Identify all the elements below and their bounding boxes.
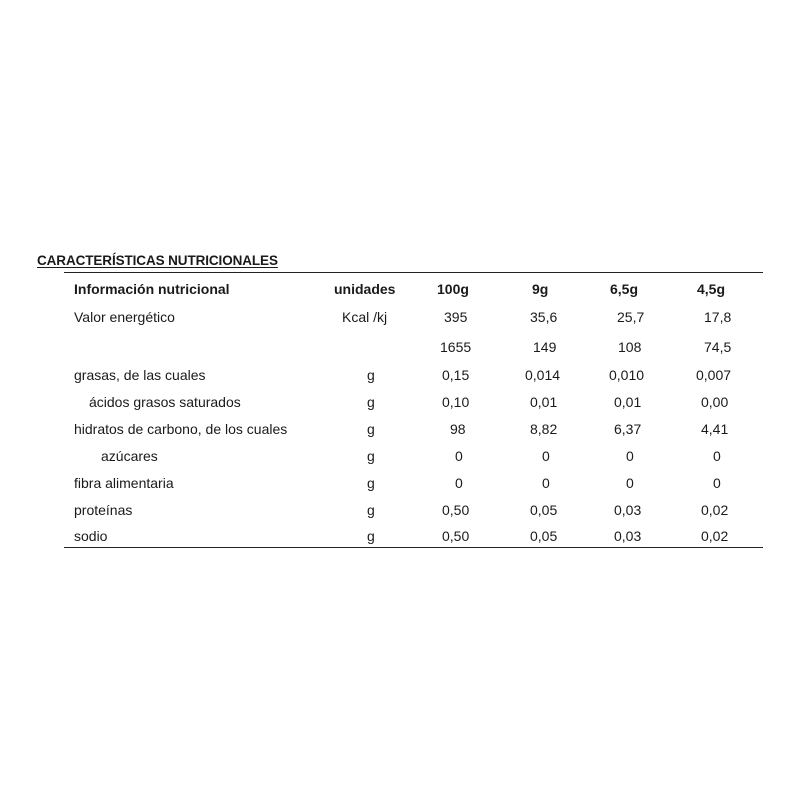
header-4-5g: 4,5g (697, 281, 726, 297)
cell-energy-4-5g: 17,8 (704, 309, 732, 325)
table-top-rule (64, 272, 763, 273)
row-label-sugars: azúcares (101, 448, 158, 464)
cell-sugars-9g: 0 (542, 448, 550, 464)
cell-fats-6-5g: 0,010 (609, 367, 645, 383)
row-unit-proteins: g (367, 502, 375, 518)
cell-sodium-6-5g: 0,03 (614, 528, 642, 544)
header-6-5g: 6,5g (610, 281, 639, 297)
row-label-sodium: sodio (74, 528, 108, 544)
row-unit-sugars: g (367, 448, 375, 464)
header-units: unidades (334, 281, 396, 297)
cell-carbohydrates-4-5g: 4,41 (701, 421, 729, 437)
cell-fats-9g: 0,014 (525, 367, 561, 383)
row-unit-energy: Kcal /kj (342, 309, 388, 325)
row-label-proteins: proteínas (74, 502, 133, 518)
header-nutrition-info: Información nutricional (74, 281, 230, 297)
row-unit-sodium: g (367, 528, 375, 544)
cell-proteins-6-5g: 0,03 (614, 502, 642, 518)
cell-sodium-9g: 0,05 (530, 528, 558, 544)
header-100g: 100g (437, 281, 469, 297)
cell-saturated-100g: 0,10 (442, 394, 470, 410)
cell-saturated-6-5g: 0,01 (614, 394, 642, 410)
row-unit-fiber: g (367, 475, 375, 491)
cell-energy-kj-4-5g: 74,5 (704, 339, 732, 355)
cell-fiber-9g: 0 (542, 475, 550, 491)
cell-fiber-100g: 0 (455, 475, 463, 491)
cell-proteins-100g: 0,50 (442, 502, 470, 518)
cell-sugars-4-5g: 0 (713, 448, 721, 464)
cell-carbohydrates-100g: 98 (450, 421, 466, 437)
cell-saturated-9g: 0,01 (530, 394, 558, 410)
cell-fiber-4-5g: 0 (713, 475, 721, 491)
cell-fiber-6-5g: 0 (626, 475, 634, 491)
row-label-fiber: fibra alimentaria (74, 475, 174, 491)
cell-fats-4-5g: 0,007 (696, 367, 732, 383)
row-label-energy: Valor energético (74, 309, 175, 325)
cell-energy-100g: 395 (444, 309, 468, 325)
row-unit-saturated: g (367, 394, 375, 410)
cell-saturated-4-5g: 0,00 (701, 394, 729, 410)
row-unit-carbohydrates: g (367, 421, 375, 437)
row-label-saturated: ácidos grasos saturados (89, 394, 241, 410)
row-label-carbohydrates: hidratos de carbono, de los cuales (74, 421, 288, 437)
cell-energy-kj-9g: 149 (533, 339, 557, 355)
row-label-fats: grasas, de las cuales (74, 367, 206, 383)
cell-sodium-4-5g: 0,02 (701, 528, 729, 544)
table-bottom-rule (64, 547, 763, 548)
cell-sugars-6-5g: 0 (626, 448, 634, 464)
page-title: CARACTERÍSTICAS NUTRICIONALES (37, 253, 278, 268)
cell-carbohydrates-9g: 8,82 (530, 421, 558, 437)
cell-energy-6-5g: 25,7 (617, 309, 645, 325)
row-unit-fats: g (367, 367, 375, 383)
cell-energy-9g: 35,6 (530, 309, 558, 325)
cell-fats-100g: 0,15 (442, 367, 470, 383)
cell-proteins-4-5g: 0,02 (701, 502, 729, 518)
cell-carbohydrates-6-5g: 6,37 (614, 421, 642, 437)
cell-energy-kj-6-5g: 108 (618, 339, 642, 355)
cell-energy-kj-100g: 1655 (440, 339, 472, 355)
cell-sugars-100g: 0 (455, 448, 463, 464)
header-9g: 9g (532, 281, 549, 297)
cell-sodium-100g: 0,50 (442, 528, 470, 544)
cell-proteins-9g: 0,05 (530, 502, 558, 518)
